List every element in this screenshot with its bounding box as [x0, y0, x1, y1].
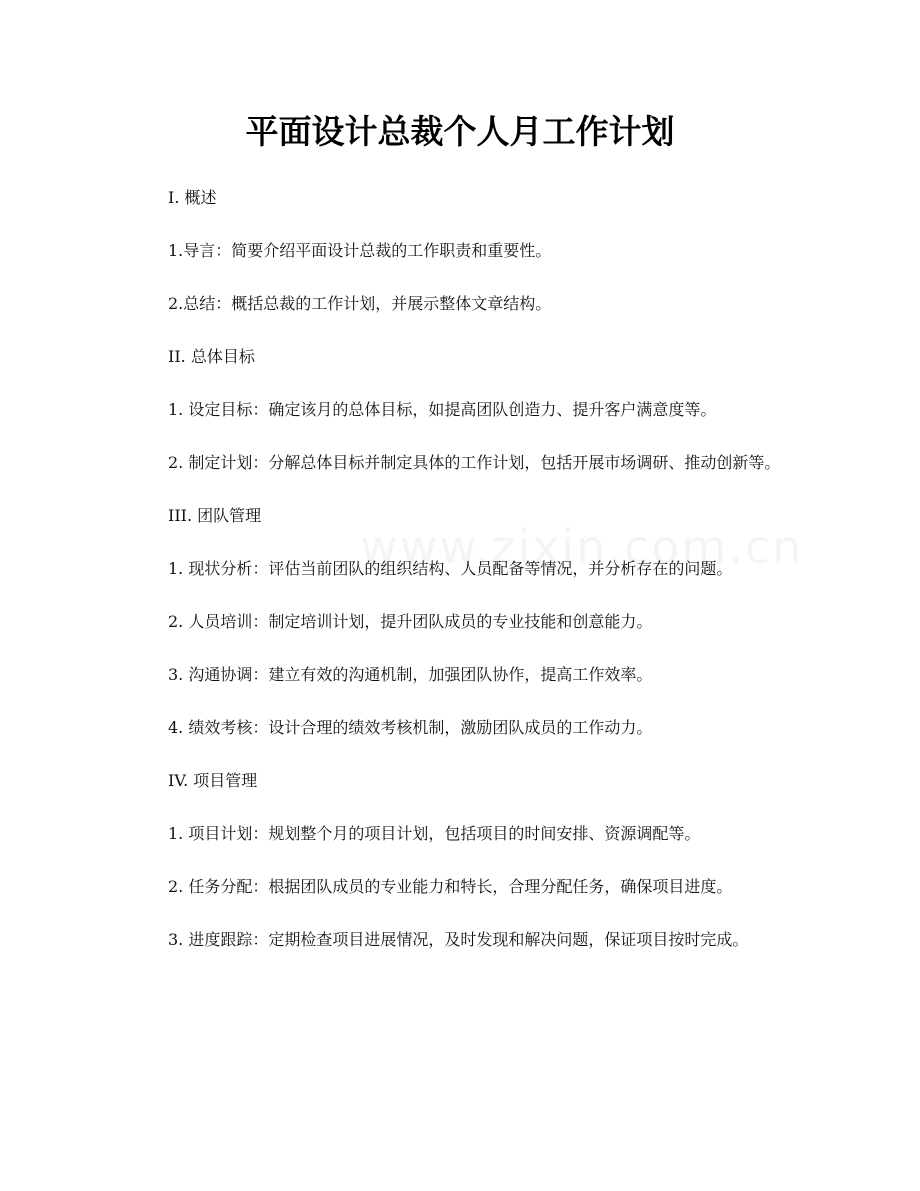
paragraph: 2. 任务分配：根据团队成员的专业能力和特长，合理分配任务，确保项目进度。 [168, 877, 733, 896]
document-body [137, 183, 785, 978]
paragraph: 1. 设定目标：确定该月的总体目标，如提高团队创造力、提升客户满意度等。 [168, 400, 717, 419]
paragraph: 2. 制定计划：分解总体目标并制定具体的工作计划，包括开展市场调研、推动创新等。 [168, 453, 781, 472]
section-heading-projects: IV. 项目管理 [168, 771, 258, 790]
section-heading-overview: I. 概述 [168, 188, 217, 207]
paragraph: 1. 现状分析：评估当前团队的组织结构、人员配备等情况，并分析存在的问题。 [168, 559, 733, 578]
paragraph: 2. 人员培训：制定培训计划，提升团队成员的专业技能和创意能力。 [168, 612, 653, 631]
section-heading-team: III. 团队管理 [168, 506, 262, 525]
document-title: 平面设计总裁个人月工作计划 [245, 112, 675, 151]
paragraph: 1. 项目计划：规划整个月的项目计划，包括项目的时间安排、资源调配等。 [168, 824, 701, 843]
paragraph: 2.总结：概括总裁的工作计划，并展示整体文章结构。 [168, 294, 552, 313]
paragraph: 4. 绩效考核：设计合理的绩效考核机制，激励团队成员的工作动力。 [168, 718, 653, 737]
section-heading-goals: II. 总体目标 [168, 347, 255, 366]
paragraph: 1.导言：简要介绍平面设计总裁的工作职责和重要性。 [168, 241, 552, 260]
paragraph: 3. 沟通协调：建立有效的沟通机制，加强团队协作，提高工作效率。 [168, 665, 653, 684]
paragraph: 3. 进度跟踪：定期检查项目进展情况，及时发现和解决问题，保证项目按时完成。 [168, 930, 749, 949]
